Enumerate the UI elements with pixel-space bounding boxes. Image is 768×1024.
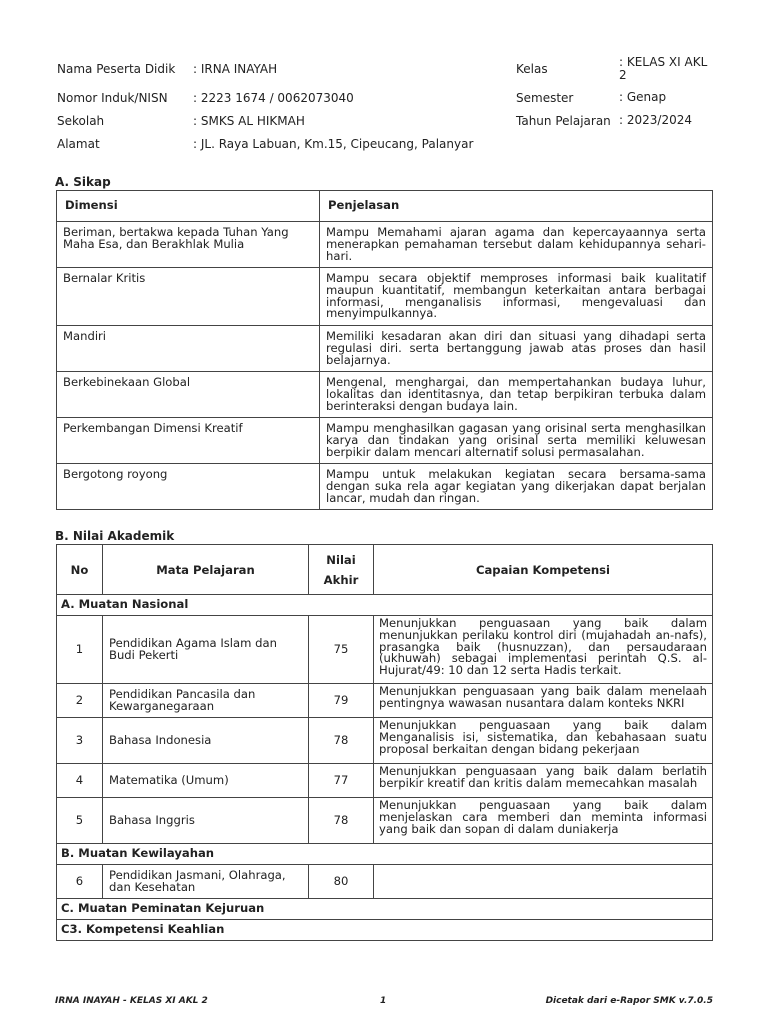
nilai-col-akhir-line1: Nilai bbox=[326, 552, 356, 567]
year-value: : 2023/2024 bbox=[619, 113, 692, 127]
row-nilai: 79 bbox=[309, 684, 374, 718]
group-row bbox=[57, 844, 713, 865]
nisn-label: Nomor Induk/NISN bbox=[57, 91, 168, 105]
class-value: : KELAS XI AKL 2 bbox=[619, 55, 708, 82]
row-no: 5 bbox=[57, 798, 103, 844]
sikap-penjelasan: Mampu secara objektif memproses informasi baik kualitatif maupun kuantitatif, membangun keterkaitan antara berbagai informasi, menganalisis informasi, mengevaluasi dan menyimpulkannya. bbox=[320, 268, 713, 326]
row-mapel: Matematika (Umum) bbox=[103, 764, 309, 798]
table-row bbox=[57, 865, 713, 899]
nilai-col-no: No bbox=[57, 545, 103, 595]
semester-value: : Genap bbox=[619, 90, 667, 104]
student-nisn-row bbox=[57, 91, 717, 109]
student-name-row bbox=[57, 55, 717, 82]
row-mapel: Bahasa Indonesia bbox=[103, 718, 309, 764]
row-mapel: Bahasa Inggris bbox=[103, 798, 309, 844]
table-row bbox=[57, 616, 713, 684]
sikap-dimensi: Bernalar Kritis bbox=[57, 268, 320, 326]
nilai-section-title: B. Nilai Akademik bbox=[55, 529, 175, 543]
sikap-penjelasan: Mampu Memahami ajaran agama dan kepercayaannya serta menerapkan pemahaman tersebut dalam kehidupannya sehari-hari. bbox=[320, 222, 713, 268]
row-mapel: Pendidikan Agama Islam dan Budi Pekerti bbox=[103, 616, 309, 684]
table-row bbox=[57, 372, 713, 418]
sikap-col-dimensi: Dimensi bbox=[57, 191, 320, 222]
table-row bbox=[57, 764, 713, 798]
row-nilai: 77 bbox=[309, 764, 374, 798]
class-label: Kelas bbox=[516, 62, 548, 76]
student-name-label: Nama Peserta Didik bbox=[57, 62, 176, 76]
row-no: 4 bbox=[57, 764, 103, 798]
group-row bbox=[57, 595, 713, 616]
group-muatan-nasional: A. Muatan Nasional bbox=[57, 595, 713, 616]
row-no: 1 bbox=[57, 616, 103, 684]
row-mapel: Pendidikan Pancasila dan Kewarganegaraan bbox=[103, 684, 309, 718]
sikap-dimensi: Beriman, bertakwa kepada Tuhan Yang Maha Esa, dan Berakhlak Mulia bbox=[57, 222, 320, 268]
sikap-penjelasan: Mampu menghasilkan gagasan yang orisinal serta menghasilkan karya dan tindakan yang orisinal serta memiliki keluwesan berpikir dalam mencari alternatif solusi permasalahan. bbox=[320, 418, 713, 464]
sikap-dimensi: Mandiri bbox=[57, 326, 320, 372]
row-nilai: 78 bbox=[309, 798, 374, 844]
school-value: : SMKS AL HIKMAH bbox=[193, 114, 305, 128]
address-row bbox=[57, 137, 717, 155]
student-name-value: : IRNA INAYAH bbox=[193, 62, 278, 76]
row-capaian: Menunjukkan penguasaan yang baik dalam Menganalisis isi, sistematika, dan kebahasaan suatu proposal berkaitan dengan bidang pekerjaan bbox=[374, 718, 713, 764]
sikap-dimensi: Bergotong royong bbox=[57, 464, 320, 510]
school-label: Sekolah bbox=[57, 114, 105, 128]
footer-student: IRNA INAYAH - KELAS XI AKL 2 bbox=[55, 996, 208, 1006]
nilai-col-capaian: Capaian Kompetensi bbox=[374, 545, 713, 595]
address-label: Alamat bbox=[57, 137, 100, 151]
row-capaian: Menunjukkan penguasaan yang baik dalam menjelaskan cara memberi dan meminta informasi yang baik dan sopan di dalam duniakerja bbox=[374, 798, 713, 844]
nilai-header-row bbox=[57, 545, 713, 595]
table-row bbox=[57, 326, 713, 372]
table-row bbox=[57, 684, 713, 718]
row-capaian: Menunjukkan penguasaan yang baik dalam menunjukkan perilaku kontrol diri (mujahadah an-nafs), prasangka baik (husnuzzan), dan persaudaraan (ukhuwah) sebagai implementasi perintah Q.S. al- Hujurat/49: 10 dan 12 serta Hadis terkait. bbox=[374, 616, 713, 684]
sikap-col-penjelasan: Penjelasan bbox=[320, 191, 713, 222]
nilai-table bbox=[56, 544, 713, 941]
table-row bbox=[57, 418, 713, 464]
group-row bbox=[57, 920, 713, 941]
sikap-section-title: A. Sikap bbox=[55, 175, 111, 189]
school-row bbox=[57, 114, 717, 132]
sikap-penjelasan: Mengenal, menghargai, dan mempertahankan budaya luhur, lokalitas dan identitasnya, dan tetap berpikiran terbuka dalam berinteraksi dengan budaya lain. bbox=[320, 372, 713, 418]
year-label: Tahun Pelajaran bbox=[516, 114, 611, 128]
nilai-col-akhir bbox=[309, 545, 374, 595]
table-row bbox=[57, 464, 713, 510]
row-capaian: Menunjukkan penguasaan yang baik dalam berlatih berpikir kreatif dan kritis dalam memecahkan masalah bbox=[374, 764, 713, 798]
table-row bbox=[57, 268, 713, 326]
footer-page-number: 1 bbox=[380, 996, 387, 1006]
row-nilai: 75 bbox=[309, 616, 374, 684]
sikap-dimensi: Perkembangan Dimensi Kreatif bbox=[57, 418, 320, 464]
row-no: 6 bbox=[57, 865, 103, 899]
group-kompetensi-keahlian: C3. Kompetensi Keahlian bbox=[57, 920, 713, 941]
row-no: 3 bbox=[57, 718, 103, 764]
sikap-table bbox=[56, 190, 713, 510]
row-capaian bbox=[374, 865, 713, 899]
row-no: 2 bbox=[57, 684, 103, 718]
row-nilai: 80 bbox=[309, 865, 374, 899]
group-peminatan-kejuruan: C. Muatan Peminatan Kejuruan bbox=[57, 899, 713, 920]
semester-label: Semester bbox=[516, 91, 574, 105]
row-nilai: 78 bbox=[309, 718, 374, 764]
nilai-col-akhir-line2: Akhir bbox=[323, 572, 359, 587]
row-mapel: Pendidikan Jasmani, Olahraga, dan Kesehatan bbox=[103, 865, 309, 899]
table-row bbox=[57, 718, 713, 764]
address-value: : JL. Raya Labuan, Km.15, Cipeucang, Palanyar bbox=[193, 137, 474, 151]
nilai-col-mapel: Mata Pelajaran bbox=[103, 545, 309, 595]
footer-printed-by: Dicetak dari e-Rapor SMK v.7.0.5 bbox=[545, 996, 713, 1006]
sikap-penjelasan: Memiliki kesadaran akan diri dan situasi yang dihadapi serta regulasi diri. serta bertanggung jawab atas proses dan hasil belajarnya. bbox=[320, 326, 713, 372]
table-row bbox=[57, 222, 713, 268]
group-row bbox=[57, 899, 713, 920]
sikap-penjelasan: Mampu untuk melakukan kegiatan secara bersama-sama dengan suka rela agar kegiatan yang dikerjakan dapat berjalan lancar, mudah dan ringan. bbox=[320, 464, 713, 510]
nisn-value: : 2223 1674 / 0062073040 bbox=[193, 91, 354, 105]
table-row bbox=[57, 798, 713, 844]
group-muatan-kewilayahan: B. Muatan Kewilayahan bbox=[57, 844, 713, 865]
row-capaian: Menunjukkan penguasaan yang baik dalam menelaah pentingnya wawasan nusantara dalam konteks NKRI bbox=[374, 684, 713, 718]
sikap-header-row bbox=[57, 191, 713, 222]
sikap-dimensi: Berkebinekaan Global bbox=[57, 372, 320, 418]
